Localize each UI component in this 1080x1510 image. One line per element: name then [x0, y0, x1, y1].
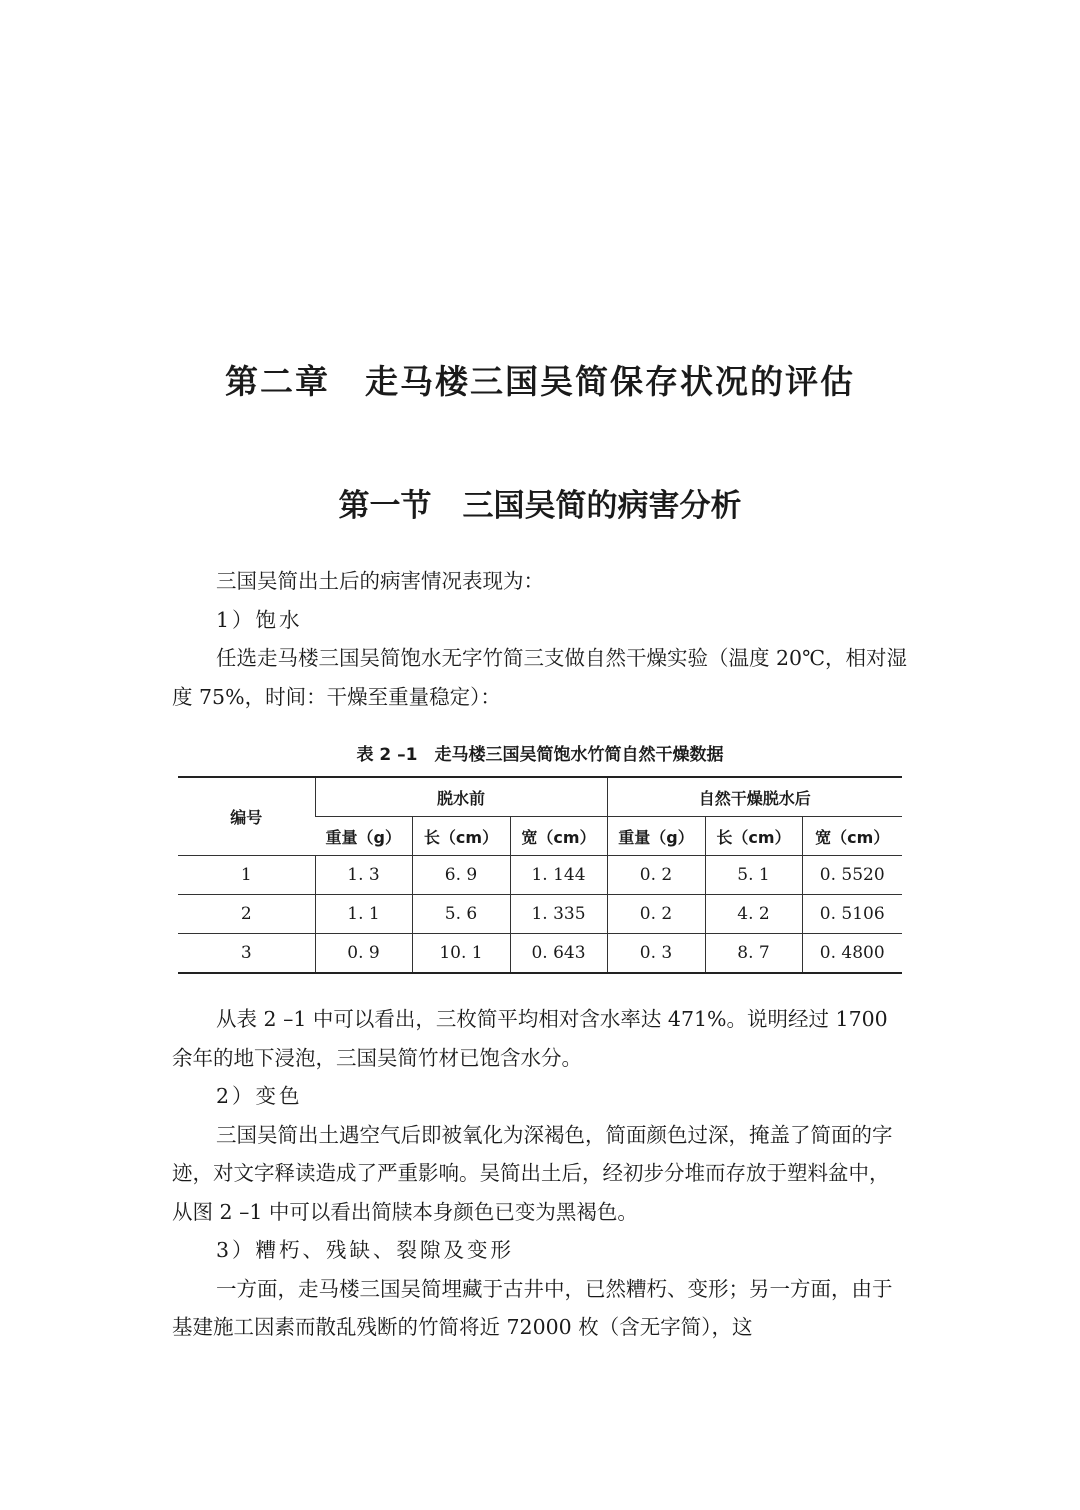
header-weight-before: 重量（g） — [315, 817, 412, 856]
paragraph-intro: 三国吴简出土后的病害情况表现为： — [216, 569, 544, 593]
body-text-top — [172, 562, 908, 716]
cell-width-after: 0. 5520 — [802, 856, 902, 895]
cell-length-after: 5. 1 — [705, 856, 802, 895]
cell-length-after: 4. 2 — [705, 895, 802, 934]
body-text-bottom — [172, 1000, 908, 1347]
header-length-after: 长（cm） — [705, 817, 802, 856]
section-title: 第一节 三国吴简的病害分析 — [338, 488, 742, 524]
cell-length-after: 8. 7 — [705, 934, 802, 974]
cell-id: 2 — [178, 895, 315, 934]
cell-weight-before: 1. 1 — [315, 895, 412, 934]
drying-data-table — [178, 776, 902, 974]
cell-weight-after: 0. 2 — [607, 856, 705, 895]
header-weight-after: 重量（g） — [607, 817, 705, 856]
cell-width-before: 1. 144 — [510, 856, 607, 895]
cell-weight-after: 0. 3 — [607, 934, 705, 974]
paragraph-item-3: 一方面，走马楼三国吴简埋藏于古井中，已然糟朽、变形；另一方面，由于基建施工因素而散乱残断的竹简将近 72000 枚（含无字简），这 — [172, 1276, 893, 1339]
item-3-heading: 3）糟朽、残缺、裂隙及变形 — [216, 1238, 515, 1262]
cell-width-before: 0. 643 — [510, 934, 607, 974]
chapter-title: 第二章 走马楼三国吴简保存状况的评估 — [225, 362, 855, 401]
cell-length-before: 5. 6 — [412, 895, 510, 934]
header-id: 编号 — [178, 777, 315, 856]
table-caption: 表 2 –1 走马楼三国吴简饱水竹简自然干燥数据 — [356, 745, 724, 765]
paragraph-item-1: 任选走马楼三国吴简饱水无字竹简三支做自然干燥实验（温度 20℃，相对湿度 75%，时间：干燥至重量稳定）： — [172, 646, 908, 709]
cell-id: 1 — [178, 856, 315, 895]
header-width-before: 宽（cm） — [510, 817, 607, 856]
cell-weight-before: 1. 3 — [315, 856, 412, 895]
cell-weight-before: 0. 9 — [315, 934, 412, 974]
table-row — [178, 895, 902, 934]
header-group-before: 脱水前 — [315, 777, 607, 817]
header-group-after: 自然干燥脱水后 — [607, 777, 902, 817]
paragraph-after-table: 从表 2 –1 中可以看出，三枚简平均相对含水率达 471%。说明经过 1700 余年的地下浸泡，三国吴简竹材已饱含水分。 — [172, 1007, 888, 1070]
table-row — [178, 856, 902, 895]
table-row — [178, 934, 902, 974]
cell-length-before: 10. 1 — [412, 934, 510, 974]
item-2-heading: 2）变色 — [216, 1084, 303, 1108]
cell-id: 3 — [178, 934, 315, 974]
cell-width-before: 1. 335 — [510, 895, 607, 934]
paragraph-item-2: 三国吴简出土遇空气后即被氧化为深褐色，简面颜色过深，掩盖了简面的字迹，对文字释读造成了严重影响。吴简出土后，经初步分堆而存放于塑料盆中，从图 2 –1 中可以看出简牍本身颜色已变为黑褐色。 — [172, 1122, 893, 1224]
cell-width-after: 0. 4800 — [802, 934, 902, 974]
header-width-after: 宽（cm） — [802, 817, 902, 856]
cell-width-after: 0. 5106 — [802, 895, 902, 934]
cell-weight-after: 0. 2 — [607, 895, 705, 934]
item-1-heading: 1）饱水 — [216, 607, 303, 632]
header-length-before: 长（cm） — [412, 817, 510, 856]
cell-length-before: 6. 9 — [412, 856, 510, 895]
